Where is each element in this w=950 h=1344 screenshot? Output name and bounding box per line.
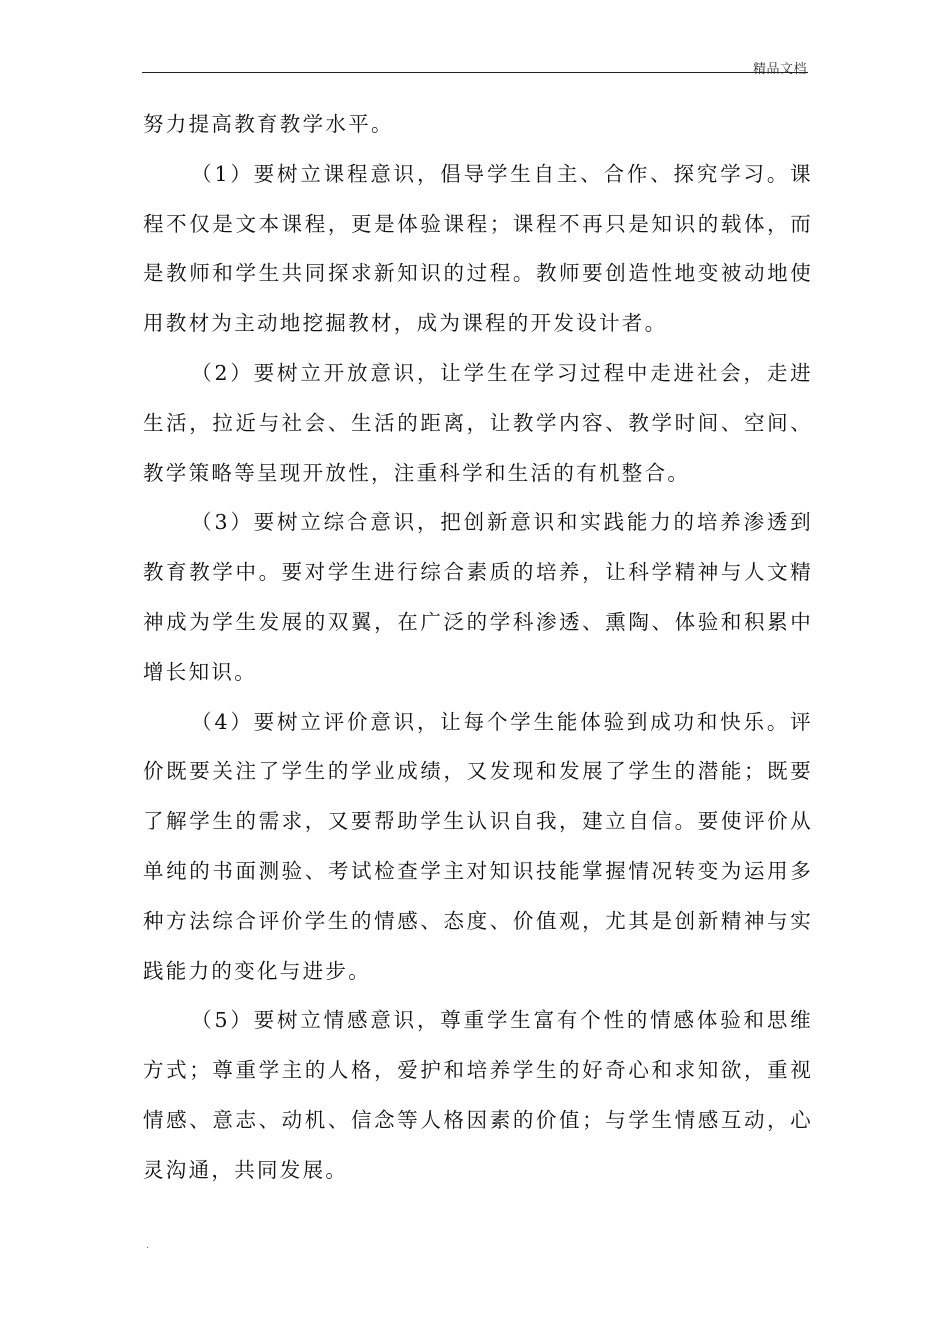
paragraph-curriculum-awareness: （1）要树立课程意识，倡导学生自主、合作、探究学习。课程不仅是文本课程，更是体验课程；课程不再只是知识的载体，而是教师和学生共同探求新知识的过程。教师要创造性地变被动地使用教材为主动地挖掘教材，成为课程的开发设计者。 xyxy=(143,161,813,336)
paragraph-evaluation-awareness: （4）要树立评价意识，让每个学生能体验到成功和快乐。评价既要关注了学生的学业成绩，又发现和发展了学生的潜能；既要了解学生的需求，又要帮助学生认识自我，建立自信。要使评价从单纯的书面测验、考试检查学主对知识技能掌握情况转变为运用多种方法综合评价学生的情感、态度、价值观，尤其是创新精神与实践能力的变化与进步。 xyxy=(143,709,813,983)
page-header-label: 精品文档 xyxy=(752,62,807,77)
paragraph-continuation: 努力提高教育教学水平。 xyxy=(143,112,394,136)
paragraph-emotion-awareness: （5）要树立情感意识，尊重学生富有个性的情感体验和思维方式；尊重学主的人格，爱护和培养学生的好奇心和求知欲，重视情感、意志、动机、信念等人格因素的价值；与学生情感互动，心灵沟通，共同发展。 xyxy=(143,1008,813,1182)
paragraph-openness-awareness: （2）要树立开放意识，让学生在学习过程中走进社会，走进生活，拉近与社会、生活的距离，让教学内容、教学时间、空间、教学策略等呈现开放性，注重科学和生活的有机整合。 xyxy=(143,360,813,485)
document-body xyxy=(143,100,813,1196)
header-divider xyxy=(142,72,808,73)
paragraph-integration-awareness: （3）要树立综合意识，把创新意识和实践能力的培养渗透到教育教学中。要对学生进行综合素质的培养，让科学精神与人文精神成为学生发展的双翼，在广泛的学科渗透、熏陶、体验和积累中增长知识。 xyxy=(143,510,813,684)
footer-mark: . xyxy=(146,1240,150,1251)
